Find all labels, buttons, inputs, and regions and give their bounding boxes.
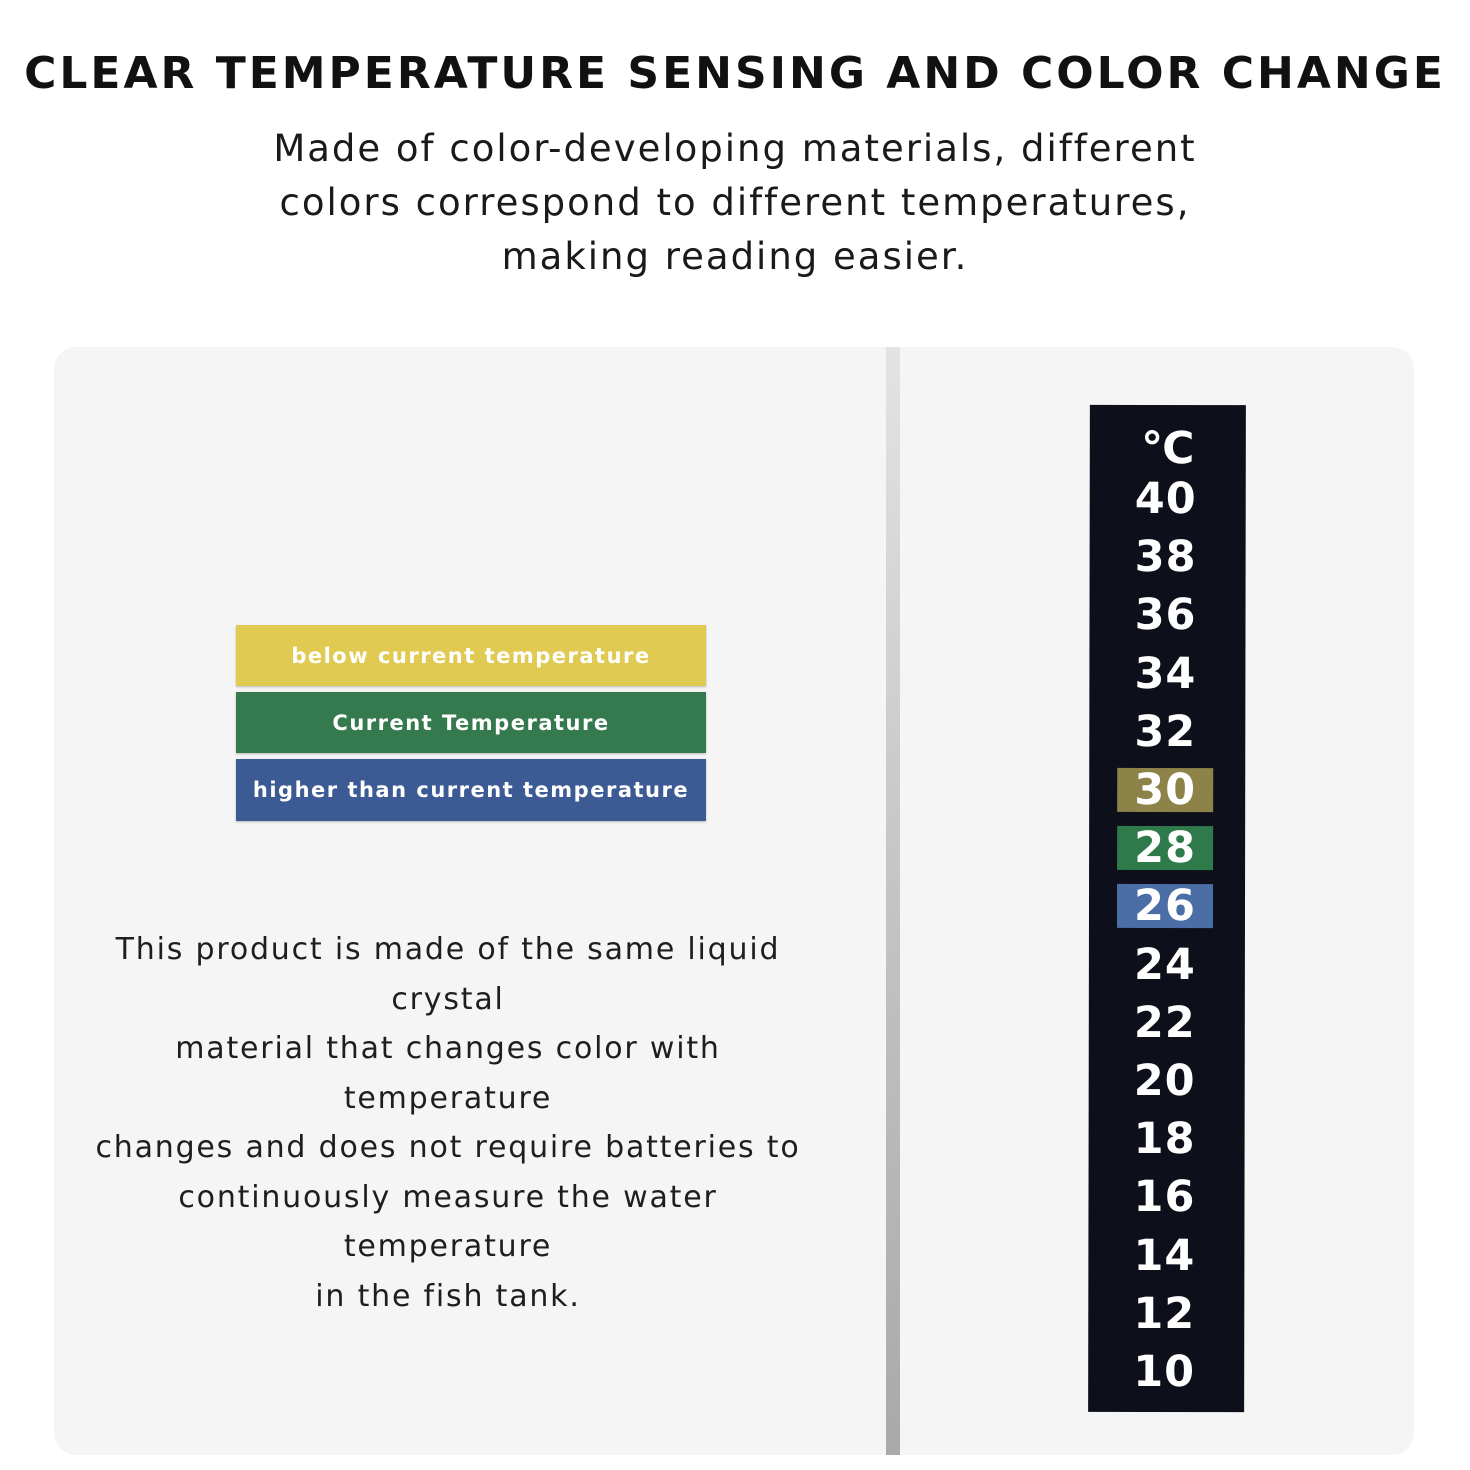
description-line: material that changes color with temperature — [175, 1031, 721, 1116]
tick-28: 28 — [1117, 826, 1213, 870]
legend-current-temperature — [236, 692, 706, 753]
legend-below-current — [236, 625, 706, 686]
thermometer-strip — [1088, 405, 1246, 1412]
tick-40: 40 — [1134, 473, 1197, 525]
legend-higher-than-current — [236, 759, 706, 821]
legend-higher-label: higher than current temperature — [252, 778, 690, 802]
tick-38: 38 — [1134, 532, 1197, 583]
headline: CLEAR TEMPERATURE SENSING AND COLOR CHANGE — [24, 48, 1446, 99]
description-line: changes and does not require batteries to — [95, 1130, 801, 1165]
tick-10: 10 — [1133, 1346, 1196, 1398]
tick-18: 18 — [1133, 1114, 1196, 1165]
tick-34: 34 — [1134, 648, 1197, 699]
tick-36: 36 — [1134, 590, 1197, 641]
tick-22: 22 — [1133, 997, 1196, 1048]
subheadline — [235, 122, 1235, 284]
tick-30: 30 — [1117, 768, 1213, 812]
description-line: This product is made of the same liquid crystal — [115, 932, 781, 1017]
legend-below-label: below current temperature — [291, 643, 651, 668]
celsius-unit-label: ℃ — [1141, 422, 1195, 475]
description-line: continuously measure the water temperature — [178, 1179, 718, 1264]
tick-16: 16 — [1133, 1172, 1196, 1223]
legend-current-label: Current Temperature — [332, 710, 610, 735]
tick-14: 14 — [1133, 1230, 1196, 1281]
tick-26: 26 — [1117, 884, 1213, 928]
product-description — [70, 925, 826, 1321]
tick-12: 12 — [1133, 1288, 1196, 1339]
subheadline-line: making reading easier. — [501, 235, 969, 278]
subheadline-line: colors correspond to different temperatures, — [279, 181, 1191, 224]
subheadline-line: Made of color-developing materials, different — [273, 127, 1197, 170]
tick-24: 24 — [1133, 939, 1196, 990]
tick-20: 20 — [1133, 1055, 1196, 1107]
description-line: in the fish tank. — [315, 1278, 581, 1314]
panel-divider — [886, 347, 900, 1455]
tick-32: 32 — [1134, 706, 1197, 757]
